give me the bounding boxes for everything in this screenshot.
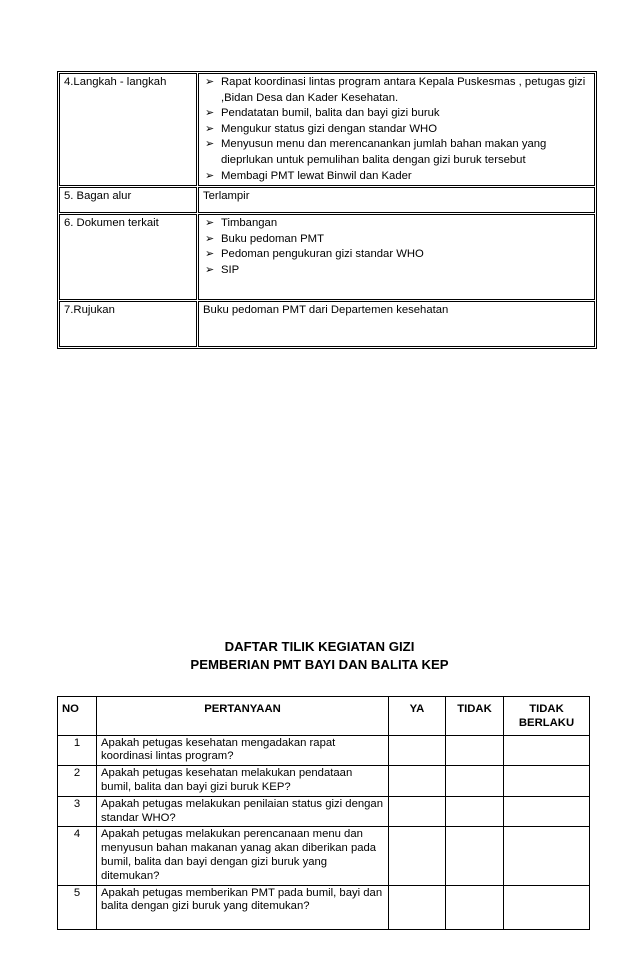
answer-na-cell[interactable] <box>504 766 590 797</box>
table-row <box>58 766 590 797</box>
list-item: ➢ Rapat koordinasi lintas program antara Kepala Puskesmas , petugas gizi ,Bidan Desa dan Kader Kesehatan. <box>205 76 586 104</box>
checklist-header-row <box>58 697 590 736</box>
label-dokumen-terkait: 6. Dokumen terkait <box>59 214 197 300</box>
row-bagan-alur <box>59 187 595 213</box>
list-item: ➢ Buku pedoman PMT <box>203 232 590 248</box>
header-not-applicable: TIDAK BERLAKU <box>504 697 590 736</box>
answer-yes-cell[interactable] <box>389 766 446 797</box>
answer-no-cell[interactable] <box>446 885 504 929</box>
row-question: Apakah petugas kesehatan mengadakan rapat koordinasi lintas program? <box>97 735 389 766</box>
list-item: ➢ Menyusun menu dan merencanankan jumlah bahan makan yang dieprlukan untuk pemulihan balita dengan gizi buruk tersebut <box>205 138 547 166</box>
label-rujukan: 7.Rujukan <box>59 301 197 347</box>
answer-yes-cell[interactable] <box>389 885 446 929</box>
arrow-bullet-icon: ➢ <box>205 107 215 120</box>
content-rujukan: Buku pedoman PMT dari Departemen kesehatan <box>198 301 595 347</box>
list-item: ➢ Pedoman pengukuran gizi standar WHO <box>203 247 590 263</box>
arrow-bullet-icon: ➢ <box>205 232 215 245</box>
list-item: ➢ SIP <box>203 263 590 279</box>
table-row <box>58 885 590 929</box>
row-number: 5 <box>58 885 97 929</box>
answer-na-cell[interactable] <box>504 827 590 885</box>
row-number: 2 <box>58 766 97 797</box>
list-item: ➢ Timbangan <box>203 216 590 232</box>
answer-no-cell[interactable] <box>446 766 504 797</box>
content-dokumen-terkait <box>198 214 595 300</box>
arrow-bullet-icon: ➢ <box>205 122 215 135</box>
row-question: Apakah petugas kesehatan melakukan pendataan bumil, balita dan bayi gizi buruk KEP? <box>97 766 389 797</box>
answer-na-cell[interactable] <box>504 885 590 929</box>
arrow-bullet-icon: ➢ <box>205 76 215 88</box>
steps-list <box>203 75 590 184</box>
list-item: ➢ Mengukur status gizi dengan standar WHO <box>203 122 590 138</box>
header-question: PERTANYAAN <box>97 697 389 736</box>
header-yes: YA <box>389 697 446 736</box>
answer-na-cell[interactable] <box>504 796 590 827</box>
arrow-bullet-icon: ➢ <box>205 263 215 276</box>
table-row <box>58 827 590 885</box>
content-langkah <box>198 73 595 186</box>
row-question: Apakah petugas melakukan perencanaan menu dan menyusun bahan makanan yanag akan diberikan pada bumil, balita dan bayi dengan gizi buruk yang ditemukan? <box>97 827 389 885</box>
header-no-answer: TIDAK <box>446 697 504 736</box>
arrow-bullet-icon: ➢ <box>205 138 215 151</box>
content-bagan-alur: Terlampir <box>198 187 595 213</box>
checklist-title: DAFTAR TILIK KEGIATAN GIZI <box>224 639 415 654</box>
answer-na-cell[interactable] <box>504 735 590 766</box>
documents-list <box>203 216 590 278</box>
header-no: NO <box>58 697 97 736</box>
procedure-table <box>57 71 597 349</box>
arrow-bullet-icon: ➢ <box>205 217 215 230</box>
arrow-bullet-icon: ➢ <box>205 248 215 261</box>
list-item: ➢ Pendatatan bumil, balita dan bayi gizi buruk <box>203 106 590 122</box>
table-row <box>58 735 590 766</box>
row-number: 3 <box>58 796 97 827</box>
answer-yes-cell[interactable] <box>389 827 446 885</box>
label-bagan-alur: 5. Bagan alur <box>59 187 197 213</box>
row-dokumen-terkait <box>59 214 595 300</box>
answer-no-cell[interactable] <box>446 827 504 885</box>
answer-yes-cell[interactable] <box>389 735 446 766</box>
row-question: Apakah petugas memberikan PMT pada bumil, bayi dan balita dengan gizi buruk yang ditemukan? <box>97 885 389 929</box>
checklist-subtitle: PEMBERIAN PMT BAYI DAN BALITA KEP <box>190 657 449 672</box>
answer-yes-cell[interactable] <box>389 796 446 827</box>
answer-no-cell[interactable] <box>446 735 504 766</box>
checklist-table <box>57 696 590 930</box>
row-question: Apakah petugas melakukan penilaian status gizi dengan standar WHO? <box>97 796 389 827</box>
answer-no-cell[interactable] <box>446 796 504 827</box>
row-langkah <box>59 73 595 186</box>
label-langkah: 4.Langkah - langkah <box>59 73 197 186</box>
row-number: 4 <box>58 827 97 885</box>
table-row <box>58 796 590 827</box>
list-item: ➢ Membagi PMT lewat Binwil dan Kader <box>203 169 590 185</box>
arrow-bullet-icon: ➢ <box>205 169 215 182</box>
row-number: 1 <box>58 735 97 766</box>
row-rujukan <box>59 301 595 347</box>
